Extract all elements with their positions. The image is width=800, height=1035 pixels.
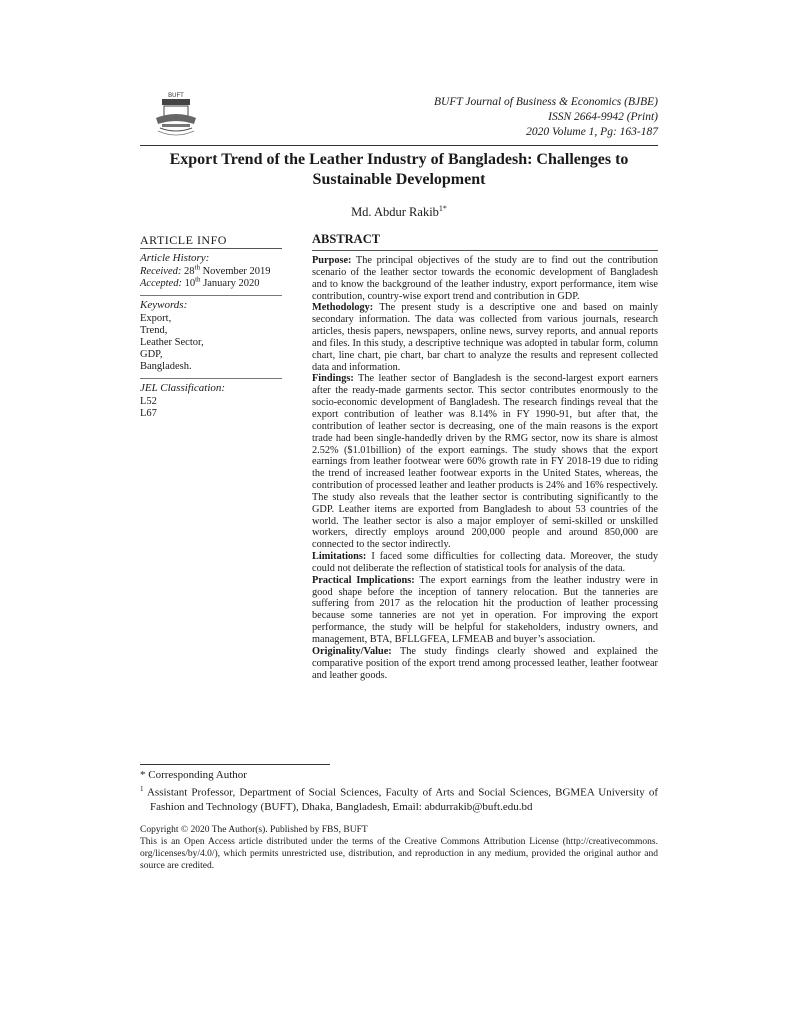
jel-code: L52	[140, 396, 157, 407]
jel-section	[140, 379, 282, 420]
affiliation-note: $^1$ Assistant Professor, Department of Social Sciences, Faculty of Arts and Social Sciences, BGMEA University of Fashion and Technology (BUFT), Dhaka, Bangladesh, Email: abdurrakib@buft.edu.bd	[140, 785, 658, 813]
journal-volume: 2020 Volume 1, Pg: 163-187	[526, 126, 658, 138]
article-info-heading: ARTICLE INFO	[140, 234, 282, 249]
keywords-section	[140, 296, 282, 379]
keyword-item: Export,	[140, 313, 172, 324]
author-line	[140, 204, 658, 220]
abstract-findings: Findings: The leather sector of Bangladesh is the second-largest export earners after the ready-made garments sector. This sector contributes enormously to the socio-economic development of Bangladesh. The research findings reveal that the export contribution of leather was 8.14% in FY 1990-91, but after that, the contribution of leather sector is decreasing, one of the main reasons is the export trade had been single-handedly driven by the RMG sector, now its share is almost 2.52% ($1.01billion) of the export earnings. The study shows that the export earnings from leather footwear were 60% growth rate in FY 2018-19 due to riding the trend of increased leather footwear exports in the United States, whereas, the contribution of processed leather and leather products is 24% and 16% respectively. The study also reveals that the leather sector is contributing significantly to the GDP. Leather items are exported from Bangladesh to about 53 countries of the world. The leather sector is also a major employer of semi-skilled or unskilled workers, directly employs around 200,000 people and around 850,000 are connected to the sector indirectly.	[312, 373, 658, 551]
logo-text: BUFT	[168, 93, 184, 99]
article-history-section	[140, 249, 282, 296]
keyword-item: Trend,	[140, 325, 168, 336]
keyword-item: GDP,	[140, 349, 163, 360]
footnotes	[140, 768, 658, 814]
copyright-block	[140, 824, 658, 872]
abstract-panel	[312, 232, 658, 681]
accepted-line: Accepted: 10th January 2020	[140, 275, 260, 289]
received-line: Received: 28th November 2019	[140, 263, 271, 277]
footnote-rule	[140, 764, 330, 765]
journal-header	[434, 95, 658, 140]
title-line-2: Sustainable Development	[312, 171, 486, 188]
license-text: This is an Open Access article distributed under the terms of the Creative Commons Attribution License (http://creativecommons. org/licenses/by/4.0/), which permits unrestricted use, distribution, and reproduction in any medium, provided the original author and source are credited.	[140, 837, 658, 871]
keywords-label: Keywords:	[140, 299, 188, 311]
abstract-purpose: Purpose: The principal objectives of the study are to find out the contribution scenario of the leather sector towards the economic development of Bangladesh and to know the background of the leather industry, export performance, item wise contribution, country-wise export trend and contribution in GDP.	[312, 255, 658, 302]
jel-code: L67	[140, 408, 157, 419]
journal-issn: ISSN 2664-9942 (Print)	[548, 111, 658, 123]
abstract-limitations: Limitations: I faced some difficulties for collecting data. Moreover, the study could not deliberate the reflection of statistical tools for analysis of the data.	[312, 551, 658, 574]
author-name: Md. Abdur Rakib	[351, 205, 439, 220]
copyright-line: Copyright © 2020 The Author(s). Published by FBS, BUFT	[140, 825, 368, 835]
history-label: Article History:	[140, 252, 210, 264]
author-superscript: 1*	[438, 204, 447, 213]
jel-label: JEL Classification:	[140, 382, 226, 394]
abstract-methodology: Methodology: The present study is a descriptive one and based on mainly secondary information. The data was collected from various journals, research articles, thesis papers, newspapers, online news, survey reports, and annual reports and files. In this study, a descriptive technique was adopted in tabular form, column chart, line chart, pie chart, bar chart to analyze the results and represent collected data and information.	[312, 302, 658, 373]
article-info-panel	[140, 234, 282, 420]
keyword-item: Bangladesh.	[140, 361, 192, 372]
title-line-1: Export Trend of the Leather Industry of Bangladesh: Challenges to	[169, 151, 629, 168]
abstract-originality: Originality/Value: The study findings clearly showed and explained the comparative position of the export trend among processed leather, leather footwear and leather goods.	[312, 645, 658, 681]
header-rule	[140, 145, 658, 146]
journal-name: BUFT Journal of Business & Economics (BJBE)	[433, 96, 658, 108]
article-title	[140, 150, 658, 190]
abstract-heading: ABSTRACT	[312, 232, 658, 251]
abstract-implications: Practical Implications: The export earnings from the leather industry were in good shape before the inception of tannery relocation. But the tanneries are suffering from 2017 as the relocation hit the production of leather processing because some tanneries are not yet in operation. For improving the export performance, the study will be helpful for stakeholders, industry owners, and management, BTA, BFLLGFEA, LFMEAB and buyer’s association.	[312, 574, 658, 645]
keyword-item: Leather Sector,	[140, 337, 204, 348]
buft-logo	[146, 90, 206, 140]
corresponding-author-note: * Corresponding Author	[140, 769, 247, 781]
